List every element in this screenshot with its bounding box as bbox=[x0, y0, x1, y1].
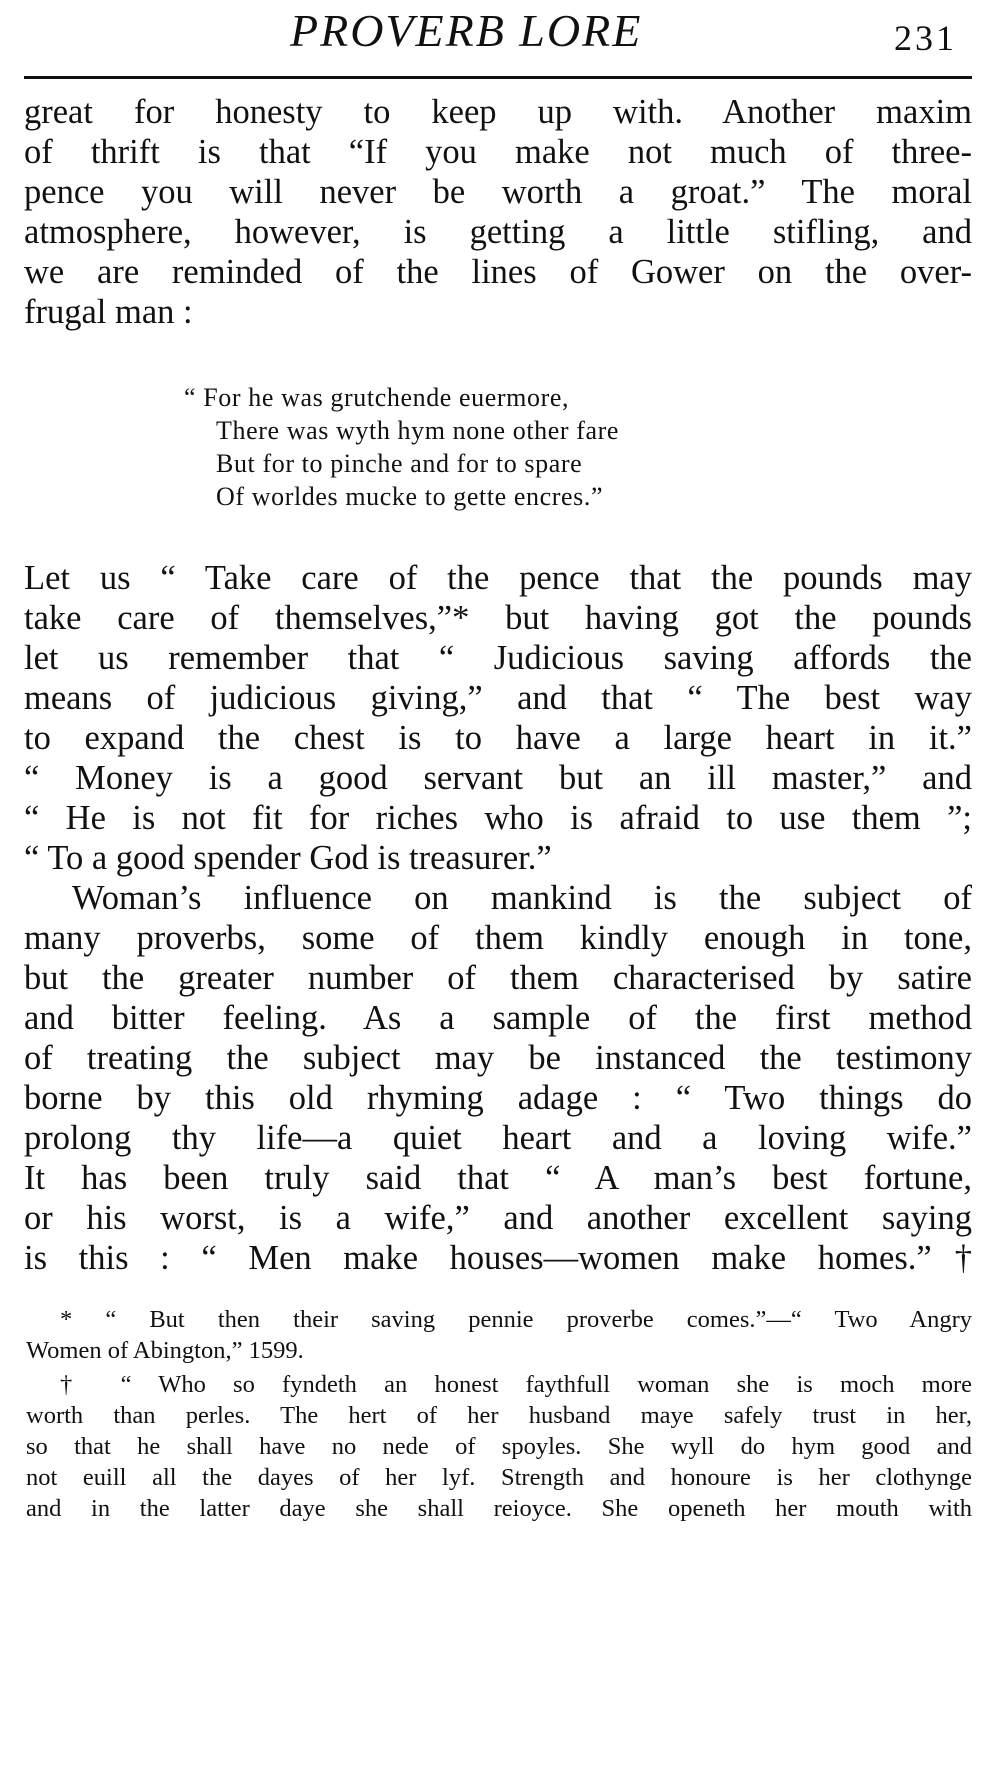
paragraph-3-line: many proverbs, some of them kindly enough in tone, bbox=[24, 919, 972, 957]
footnote-1-line: Women of Abington,” 1599. bbox=[26, 1337, 304, 1364]
footnote-2-line: worth than perles. The hert of her husband maye safely trust in her, bbox=[26, 1402, 972, 1429]
verse-line: But for to pinche and for to spare bbox=[216, 449, 583, 478]
footnote-2-line: and in the latter daye she shall reioyce. She openeth her mouth with bbox=[26, 1495, 972, 1522]
paragraph-3-line: It has been truly said that “ A man’s best fortune, bbox=[24, 1159, 972, 1197]
paragraph-2-line: “ To a good spender God is treasurer.” bbox=[24, 839, 552, 877]
running-head: PROVERB LORE bbox=[290, 5, 643, 56]
paragraph-3-line: prolong thy life—a quiet heart and a loving wife.” bbox=[24, 1119, 972, 1157]
page-number: 231 bbox=[894, 18, 957, 58]
paragraph-2-line: let us remember that “ Judicious saving affords the bbox=[24, 639, 972, 677]
paragraph-1-line: we are reminded of the lines of Gower on the over- bbox=[24, 253, 972, 291]
paragraph-3-line: borne by this old rhyming adage : “ Two things do bbox=[24, 1079, 972, 1117]
paragraph-2-line: “ Money is a good servant but an ill master,” and bbox=[24, 759, 972, 797]
paragraph-3-line: or his worst, is a wife,” and another excellent saying bbox=[24, 1199, 972, 1237]
paragraph-2-line: to expand the chest is to have a large heart in it.” bbox=[24, 719, 972, 757]
footnote-1-line: * “ But then their saving pennie proverbe comes.”—“ Two Angry bbox=[60, 1306, 972, 1333]
header-rule bbox=[24, 76, 972, 79]
paragraph-1-line: pence you will never be worth a groat.” The moral bbox=[24, 173, 972, 211]
footnote-2-line: not euill all the dayes of her lyf. Strength and honoure is her clothynge bbox=[26, 1464, 972, 1491]
paragraph-3-line: is this : “ Men make houses—women make homes.”† bbox=[24, 1239, 972, 1277]
verse-line: “ For he was grutchende euermore, bbox=[184, 383, 570, 412]
paragraph-3-line: Woman’s influence on mankind is the subject of bbox=[72, 879, 972, 917]
paragraph-1-line: frugal man : bbox=[24, 293, 193, 331]
footnote-2-line: † “ Who so fyndeth an honest faythfull woman she is moch more bbox=[60, 1371, 972, 1398]
paragraph-2-line: “ He is not fit for riches who is afraid to use them ”; bbox=[24, 799, 972, 837]
paragraph-1-line: of thrift is that “If you make not much of three- bbox=[24, 133, 972, 171]
paragraph-2-line: take care of themselves,”* but having got the pounds bbox=[24, 599, 972, 637]
paragraph-3-line: of treating the subject may be instanced the testimony bbox=[24, 1039, 972, 1077]
paragraph-2-line: Let us “ Take care of the pence that the pounds may bbox=[24, 559, 972, 597]
verse-line: There was wyth hym none other fare bbox=[216, 416, 620, 445]
paragraph-2-line: means of judicious giving,” and that “ The best way bbox=[24, 679, 972, 717]
paragraph-1-line: great for honesty to keep up with. Another maxim bbox=[24, 93, 972, 131]
footnote-2-line: so that he shall have no nede of spoyles. She wyll do hym good and bbox=[26, 1433, 972, 1460]
paragraph-1-line: atmosphere, however, is getting a little stifling, and bbox=[24, 213, 972, 251]
verse-line: Of worldes mucke to gette encres.” bbox=[216, 482, 604, 511]
paragraph-3-line: and bitter feeling. As a sample of the first method bbox=[24, 999, 972, 1037]
paragraph-3-line: but the greater number of them characterised by satire bbox=[24, 959, 972, 997]
